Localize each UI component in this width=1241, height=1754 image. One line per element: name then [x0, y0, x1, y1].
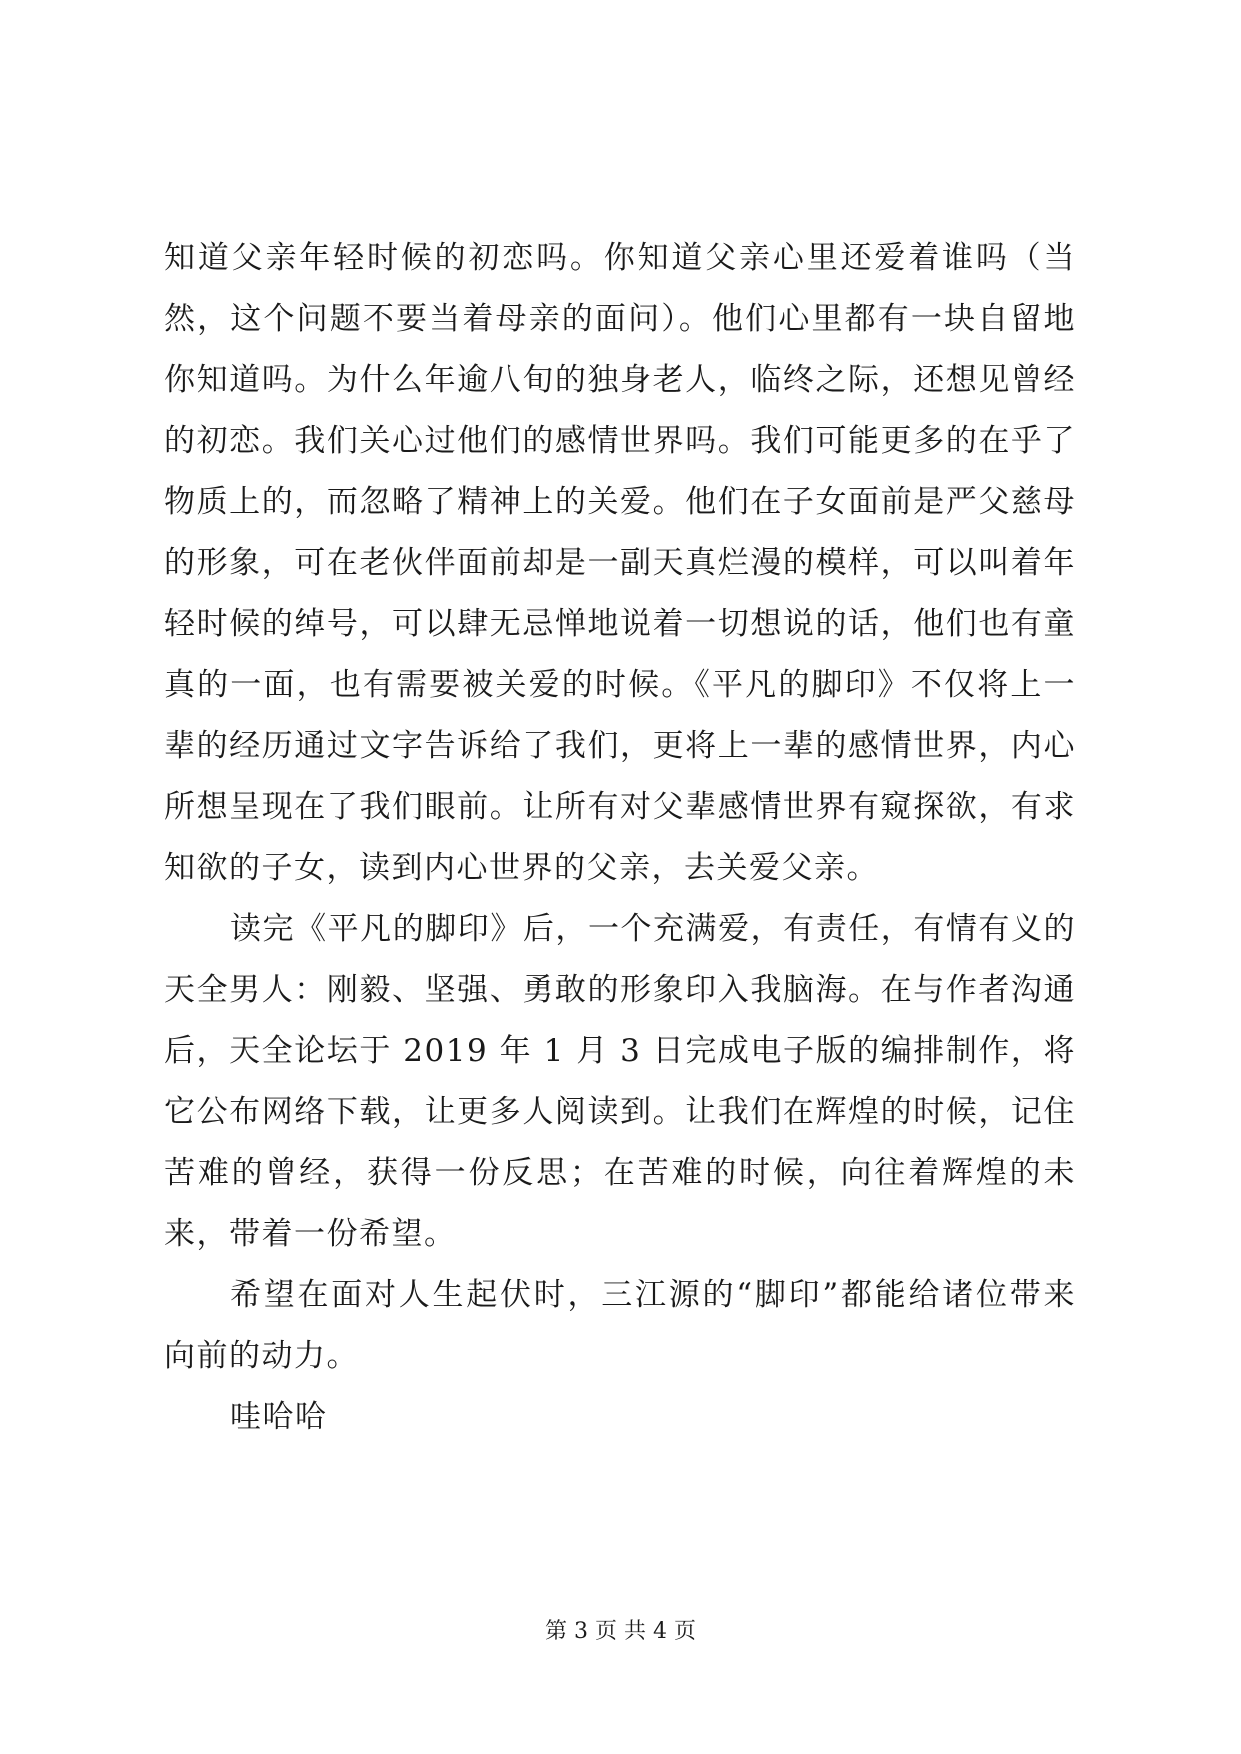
document-body: [164, 228, 1076, 1448]
paragraph: 希望在面对人生起伏时，三江源的“脚印”都能给诸位带来向前的动力。: [164, 1277, 1076, 1374]
paragraph-signature: 哇哈哈: [230, 1399, 328, 1435]
paragraph: 读完《平凡的脚印》后，一个充满爱，有责任，有情有义的天全男人：刚毅、坚强、勇敢的形象印入我脑海。在与作者沟通后，天全论坛于 2019 年 1 月 3 日完成电子版的编排制作，将它公布网络下载，让更多人阅读到。让我们在辉煌的时候，记住苦难的曾经，获得一份反思；在苦难的时候，向往着辉煌的未来，带着一份希望。: [164, 911, 1076, 1252]
paragraph-continued: 知道父亲年轻时候的初恋吗。你知道父亲心里还爱着谁吗（当然，这个问题不要当着母亲的面问）。他们心里都有一块自留地你知道吗。为什么年逾八旬的独身老人，临终之际，还想见曾经的初恋。我们关心过他们的感情世界吗。我们可能更多的在乎了物质上的，而忽略了精神上的关爱。他们在子女面前是严父慈母的形象，可在老伙伴面前却是一副天真烂漫的模样，可以叫着年轻时候的绰号，可以肆无忌惮地说着一切想说的话，他们也有童真的一面，也有需要被关爱的时候。《平凡的脚印》不仅将上一辈的经历通过文字告诉给了我们，更将上一辈的感情世界，内心所想呈现在了我们眼前。让所有对父辈感情世界有窥探欲，有求知欲的子女，读到内心世界的父亲，去关爱父亲。: [164, 240, 1076, 886]
page-number-footer: 第 3 页 共 4 页: [545, 1619, 696, 1644]
